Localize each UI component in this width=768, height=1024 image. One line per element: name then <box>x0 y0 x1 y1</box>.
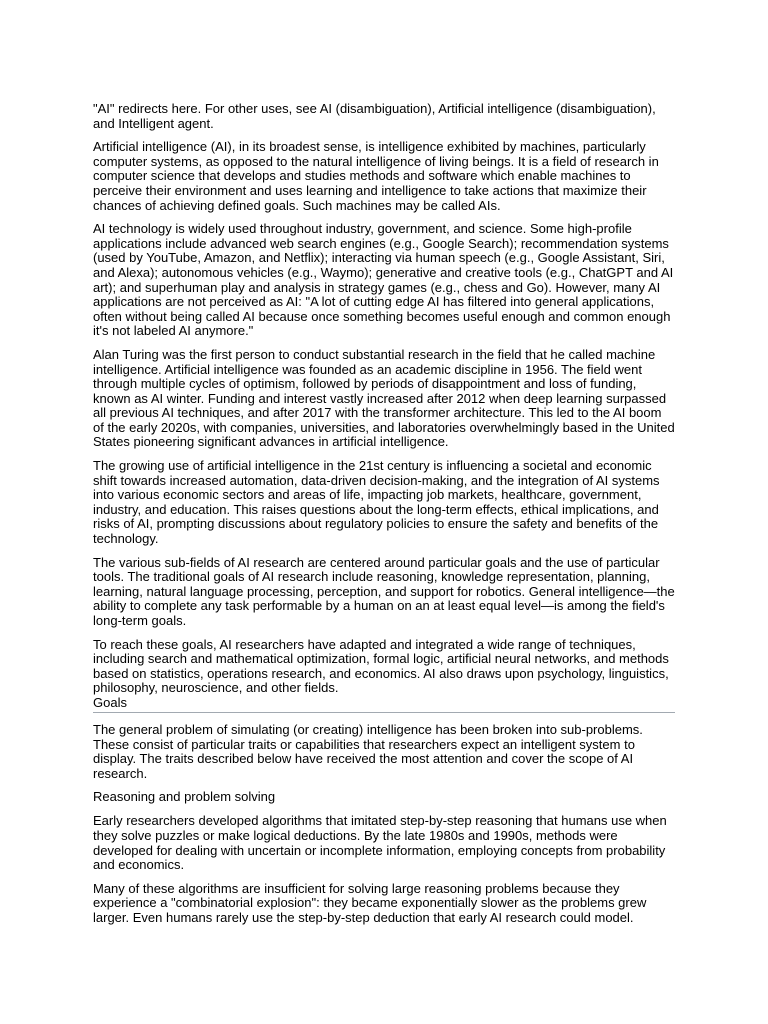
reasoning-paragraph-2: Many of these algorithms are insufficient for solving large reasoning problems because they experience a "combinatorial explosion": they became exponentially slower as the problems grew larger. Even humans rarely use the step-by-step deduction that early AI research could model. <box>93 880 647 925</box>
intro-paragraph-5: The various sub-fields of AI research are centered around particular goals and the use of particular tools. The traditional goals of AI research include reasoning, knowledge representation, planning, learning, natural language processing, perception, and support for robotics. General intelligence—the ability to complete any task performable by a human on an at least equal level—is among the field's long-term goals. <box>93 554 675 628</box>
intro-paragraph-4: The growing use of artificial intelligence in the 21st century is influencing a societal and economic shift towards increased automation, data-driven decision-making, and the integration of AI systems into various economic sectors and areas of life, impacting job markets, healthcare, government, industry, and education. This raises questions about the long-term effects, ethical implications, and risks of AI, prompting discussions about regulatory policies to ensure the safety and benefits of the technology. <box>93 458 660 547</box>
intro-paragraph-6: To reach these goals, AI researchers have adapted and integrated a wide range of techniques, including search and mathematical optimization, formal logic, artificial neural networks, and methods based on statistics, operations research, and economics. AI also draws upon psychology, linguistics, philosophy, neuroscience, and other fields. <box>93 636 669 696</box>
goals-paragraph: The general problem of simulating (or creating) intelligence has been broken into sub-problems. These consist of particular traits or capabilities that researchers expect an intelligent system to display. The traits described below have received the most attention and cover the scope of AI research. <box>93 721 643 781</box>
intro-paragraph-3: Alan Turing was the first person to conduct substantial research in the field that he called machine intelligence. Artificial intelligence was founded as an academic discipline in 1956. The field went through multiple cycles of optimism, followed by periods of disappointment and loss of funding, known as AI winter. Funding and interest vastly increased after 2012 when deep learning surpassed all previous AI techniques, and after 2017 with the transformer architecture. This led to the AI boom of the early 2020s, with companies, universities, and laboratories overwhelmingly based in the United States pioneering significant advances in artificial intelligence. <box>93 346 675 450</box>
section-divider <box>93 712 675 713</box>
reasoning-paragraph-1: Early researchers developed algorithms that imitated step-by-step reasoning that humans use when they solve puzzles or make logical deductions. By the late 1980s and 1990s, methods were developed for dealing with uncertain or incomplete information, employing concepts from probability and economics. <box>93 813 667 873</box>
subsection-heading-reasoning: Reasoning and problem solving <box>93 789 276 805</box>
intro-paragraph-1: Artificial intelligence (AI), in its broadest sense, is intelligence exhibited by machines, particularly computer systems, as opposed to the natural intelligence of living beings. It is a field of research in computer science that develops and studies methods and software which enable machines to perceive their environment and uses learning and intelligence to take actions that maximize their chances of achieving defined goals. Such machines may be called AIs. <box>93 139 659 213</box>
intro-paragraph-2: AI technology is widely used throughout industry, government, and science. Some high-profile applications include advanced web search engines (e.g., Google Search); recommendation systems (used by YouTube, Amazon, and Netflix); interacting via human speech (e.g., Google Assistant, Siri, and Alexa); autonomous vehicles (e.g., Waymo); generative and creative tools (e.g., ChatGPT and AI art); and superhuman play and analysis in strategy games (e.g., chess and Go). However, many AI applications are not perceived as AI: "A lot of cutting edge AI has filtered into general applications, often without being called AI because once something becomes useful enough and common enough it's not labeled AI anymore." <box>93 221 674 339</box>
section-heading-goals: Goals <box>93 694 127 710</box>
article-body <box>93 102 675 935</box>
hatnote: "AI" redirects here. For other uses, see AI (disambiguation), Artificial intelligence (disambiguation), and Intelligent agent. <box>93 101 656 131</box>
